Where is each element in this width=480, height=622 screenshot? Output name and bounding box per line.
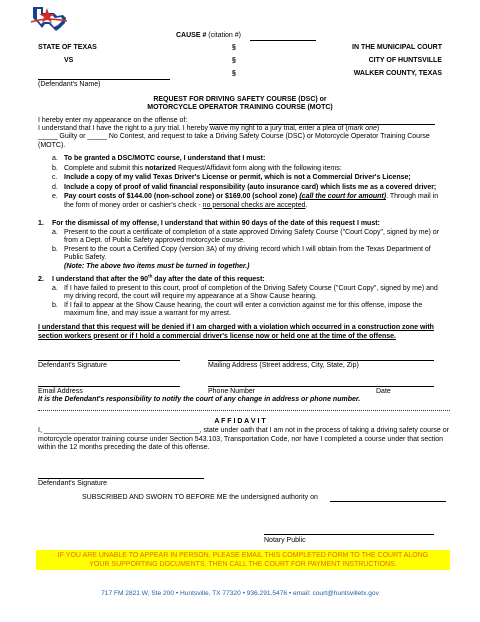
dismissal-section: 1. For the dismissal of my offense, I understand that within 90 days of the date of this request I must: a. Present to the court a certificate of completion of a state approved Driving Safety Course ("Court Copy", signed by me) or from a Dept. of Public Safety approved motorcycle course. b. Present to the court a Certified Copy (version 3A) of my driving record which I will obtain from the Texas Department of Public Safety. (Note: The above two items must be turned in together.) <box>38 220 439 270</box>
affidavit-text: I, ________________________________________, state under oath that I am not in the process of taking a driving safety course or motorcycle operator training course under Section 543.103, Transportation Code, nor have I completed a course under that section within the 12 months preceding the date of this offense. <box>38 427 449 452</box>
city-logo <box>27 4 71 32</box>
mailing-address-label: Mailing Address (Street address, City, State, Zip) <box>208 362 359 369</box>
cause-number-label: CAUSE # (citation #) <box>176 32 241 39</box>
after-90-days-section: 2. I understand that after the 90th day after the date of this request: a. If I have failed to present to this court, proof of completion of the Driving Safety Course ("Court Copy", signed by me) and my driving record, the court will require my appearance at a Show Cause hearing. b. If I fail to appear at the Show Cause hearing, the court will enter a conviction against me for this offense, impose the maximum fine, and may issue a warrant for my arrest. <box>38 273 438 318</box>
affidavit-signature-label: Defendant's Signature <box>38 480 108 487</box>
appearance-text: I hereby enter my appearance on the offense of: <box>38 117 188 124</box>
plea-text: _____ Guilty or _____ No Contest, and request to take a Driving Safety Course (DSC) or Motorcycle Operator Training Course (MOTC). <box>38 133 430 149</box>
email-line[interactable] <box>38 386 180 387</box>
defendant-signature-label: Defendant's Signature <box>38 362 108 369</box>
section-mark: § <box>232 57 236 64</box>
cause-number-field[interactable] <box>250 40 316 41</box>
form-title-line2: MOTORCYCLE OPERATOR TRAINING COURSE (MOTC) <box>147 104 333 111</box>
affidavit-signature-line[interactable] <box>38 478 204 479</box>
vs-label: VS <box>64 57 74 64</box>
jury-waiver-text: I understand that I have the right to a jury trial. I hereby waive my right to a jury trial, enter a plea of (mark one) <box>38 125 380 132</box>
county-label: WALKER COUNTY, TEXAS <box>353 70 442 77</box>
state-label: STATE OF TEXAS <box>38 44 97 51</box>
defendant-signature-line[interactable] <box>38 360 180 361</box>
email-label: Email Address <box>38 388 83 395</box>
defendant-name-field[interactable] <box>38 79 170 80</box>
section-mark: § <box>232 70 236 77</box>
affidavit-title: A F F I D A V I T <box>214 418 266 425</box>
mailing-address-line[interactable] <box>208 360 434 361</box>
notary-label: Notary Public <box>264 537 306 544</box>
requirements-list: a. To be granted a DSC/MOTC course, I understand that I must: b. Complete and submit this notarized Request/Affidavit form along with the following items: c. Include a copy of my valid Texas Driver's License or permit, which is not a Commercial Driver's License; d. Include a copy of proof of valid financial responsibility (auto insurance card) which lists me as a covered driver; e. Pay court costs of $144.00 (non-school zone) or $169.00 (school zone) (call the court for amount). Through mail in the form of money order or cashier's check - no personal checks are accepted. <box>52 155 439 209</box>
sworn-date-line[interactable] <box>330 501 446 502</box>
email-instructions-banner: IF YOU ARE UNABLE TO APPEAR IN PERSON, PLEASE EMAIL THIS COMPLETED FORM TO THE COURT ALONG YOUR SUPPORTING DOCUMENTS, THEN CALL THE COURT FOR PAYMENT INSTRUCTIONS. <box>36 550 450 570</box>
notify-notice: It is the Defendant's responsibility to notify the court of any change in address or phone number. <box>38 396 361 403</box>
phone-date-line[interactable] <box>208 386 434 387</box>
city-label: CITY OF HUNTSVILLE <box>368 57 442 64</box>
separator <box>38 410 450 411</box>
section-mark: § <box>232 44 236 51</box>
form-title-line1: REQUEST FOR DRIVING SAFETY COURSE (DSC) or <box>153 96 327 103</box>
denial-notice: I understand that this request will be denied if I am charged with a violation which occurred in a construction zone with section workers present or if I hold a commercial driver's license now or held one at the time of the offense. <box>38 324 434 340</box>
sworn-text: SUBSCRIBED AND SWORN TO BEFORE ME the undersigned authority on <box>82 494 318 501</box>
defendant-name-label: (Defendant's Name) <box>38 81 101 88</box>
court-contact-footer: 717 FM 2821 W, Ste 200 • Huntsville, TX 77320 • 936.291.5476 • email: court@huntsvilletx.gov <box>101 590 379 597</box>
court-label: IN THE MUNICIPAL COURT <box>352 44 442 51</box>
date-label: Date <box>376 388 391 395</box>
phone-label: Phone Number <box>208 388 256 395</box>
notary-signature-line[interactable] <box>264 534 434 535</box>
